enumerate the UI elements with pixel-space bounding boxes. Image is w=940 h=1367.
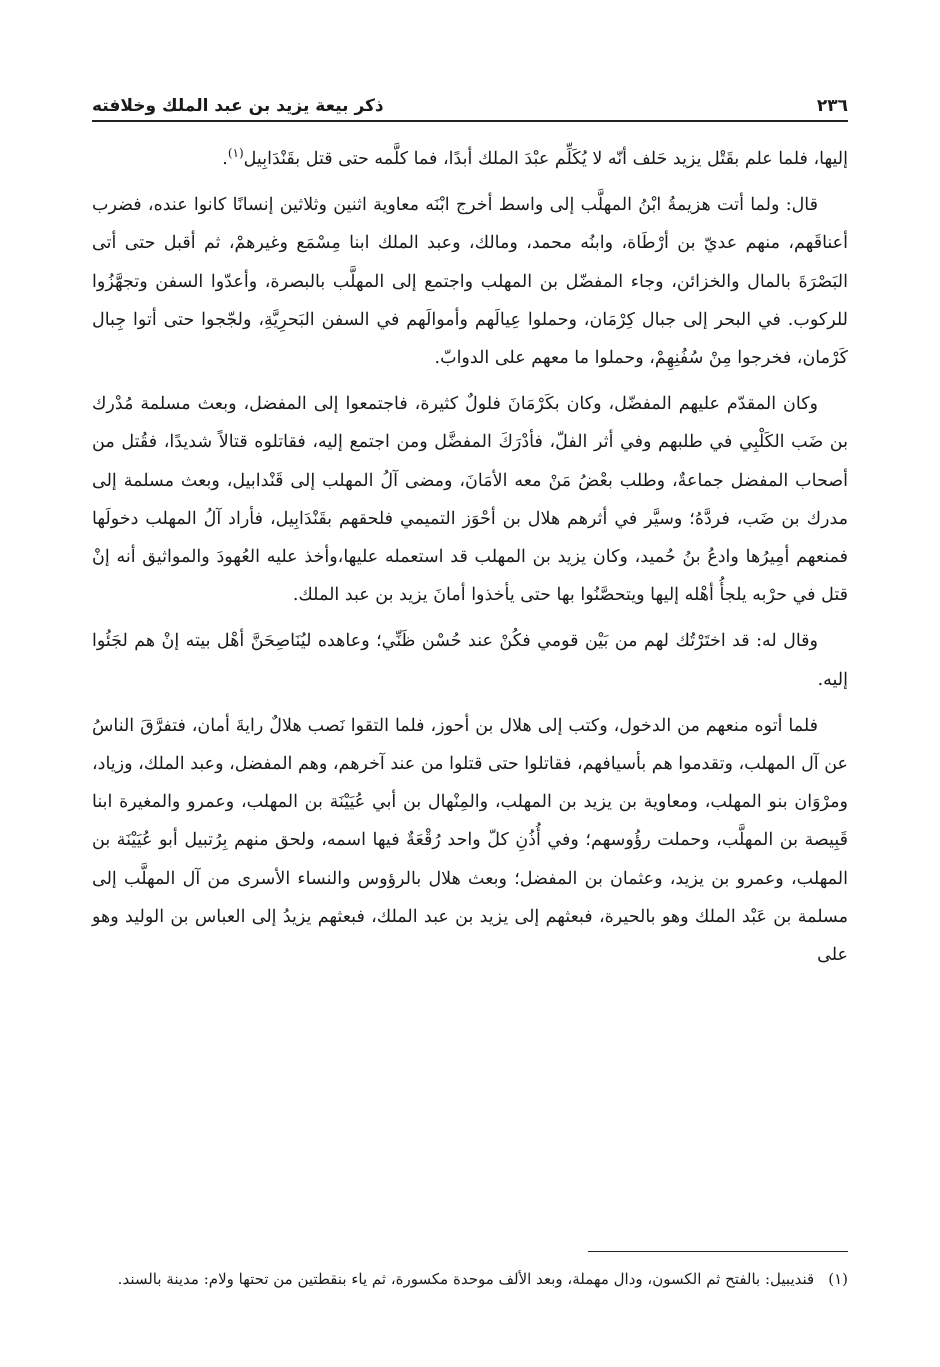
footnote-marker: (١) — [828, 1270, 848, 1288]
running-title: ذكر بيعة يزيد بن عبد الملك وخلافته — [92, 96, 384, 116]
footnote-item — [92, 1262, 848, 1297]
paragraph: فلما أتوه منعهم من الدخول، وكتب إلى هلال بن أحوز، فلما التقوا نَصب هلالٌ رايةَ أمان، فتفرَّقَ الناسُ عن آل المهلب، وتقدموا هم بأسيافهم، فقاتلوا حتى قتلوا من عند آخرهم، وهم المفضل، وعبد الملك، وزياد، ومرْوَان بنو المهلب، ومعاوية بن يزيد بن المهلب، والمِنْهال بن أبي عُيَيْنَة بن المهلب، وعمرو والمغيرة ابنا قَبِيصة بن المهلَّب، وحملت رؤُوسهم؛ وفي أُذُنِ كلّ واحد رُقْعَةٌ فيها اسمه، ولحق منهم بِرُتبيل أبو عُيَيْنَة بن المهلب، وعمرو بن يزيد، وعثمان بن المفضل؛ وبعث هلال بالرؤوس والنساء الأسرى من آل المهلَّب إلى مسلمة بن عَبْد الملك وهو بالحيرة، فبعثهم إلى يزيد بن عبد الملك، فبعثهم يزيدُ إلى العباس بن الوليد وهو على — [92, 715, 848, 966]
paragraph: وكان المقدّم عليهم المفضّل، وكان بكَرْمَانَ فلولٌ كثيرة، فاجتمعوا إلى المفضل، وبعث مسلمة مُدْرك بن ضَب الكَلْبِي في طلبهم وفي أثر الفلّ، فأدْرَكَ المفضَّل ومن اجتمع إليه، فقاتلوه قتالاً شديدًا، فقُتل من أصحاب المفضل جماعةٌ، وطلب بعْضُ مَنْ معه الأمَانَ، ومضى آلُ المهلب إلى قَنْدابيل، وبعث مسلمة إلى مدرك بن ضَب، فردَّهُ؛ وسيَّر في أثرهم هلال بن أحْوَز التميمي فلحقهم بقَنْدَابِيل، فأراد آلُ المهلب دخولَها فمنعهم أمِيرُها وادعُ بنُ حُميد، وكان يزيد بن المهلب قد استعمله عليها،وأخذ عليه العُهودَ والمواثيق أنه إنْ قتل في حرْبه يلجأُ أهْله إليها ويتحصَّنُوا بها حتى يأخذوا أمانَ يزيد بن عبد الملك. — [92, 394, 848, 606]
footnotes — [92, 1262, 848, 1297]
page-number: ٢٣٦ — [816, 96, 848, 116]
paragraph: قال: ولما أتت هزيمةُ ابْنُ المهلَّب إلى واسط أخرج ابْنَه معاوية اثنين وثلاثين إنسانًا كانوا عنده، فضرب أعناقَهم، منهم عديّ بن أرْطَاة، وابنُه محمد، ومالك، وعبد الملك ابنا مِسْمَع وغيرهمْ، ثم أقبل حتى أتى البَصْرَةَ بالمال والخزائن، وجاء المفضّل بن المهلب واجتمع إلى المهلَّب بالبصرة، وأعدّوا السفن وتجهَّزُوا للركوب. في البحر إلى جبال كِرْمَان، وحملوا عِيالَهم وأموالَهم في السفن البَحرِيَّةِ، ولجّجوا حتى أتوا جِبال كَرْمان، فخرجوا مِنْ سُفُنِهِمْ، وحملوا ما معهم على الدوابّ. — [92, 195, 848, 369]
footnote-divider — [588, 1251, 848, 1252]
footnote-text: قنديبيل: بالفتح ثم الكسون، ودال مهملة، وبعد الألف موحدة مكسورة، ثم ياء بنقطتين من تحتها ولام: مدينة بالسند. — [117, 1270, 815, 1288]
footnote-reference: (١) — [227, 146, 244, 161]
paragraph: وقال له: قد اختَرْتُك لهم من بَيْن قومي فكُنْ عند حُسْن ظَنِّي؛ وعاهده ليُنَاصِحَنَّ أهْل بيته إنْ هم لجَئُوا إليه. — [92, 631, 848, 690]
running-header — [92, 88, 848, 122]
body-text — [92, 140, 848, 982]
paragraph: إليها، فلما علم بقَتْل يزيد حَلف أنّه لا يُكَلِّم عبْدَ الملك أبدًا، فما كلَّمه حتى قتل بقَنْدَابِيل$^{(١)}$. — [222, 146, 848, 169]
paragraph-text: إليها، فلما علم بقَتْل يزيد حَلف أنّه لا يُكَلِّم عبْدَ الملك أبدًا، فما كلَّمه حتى قتل بقَنْدَابِيل — [243, 149, 848, 169]
